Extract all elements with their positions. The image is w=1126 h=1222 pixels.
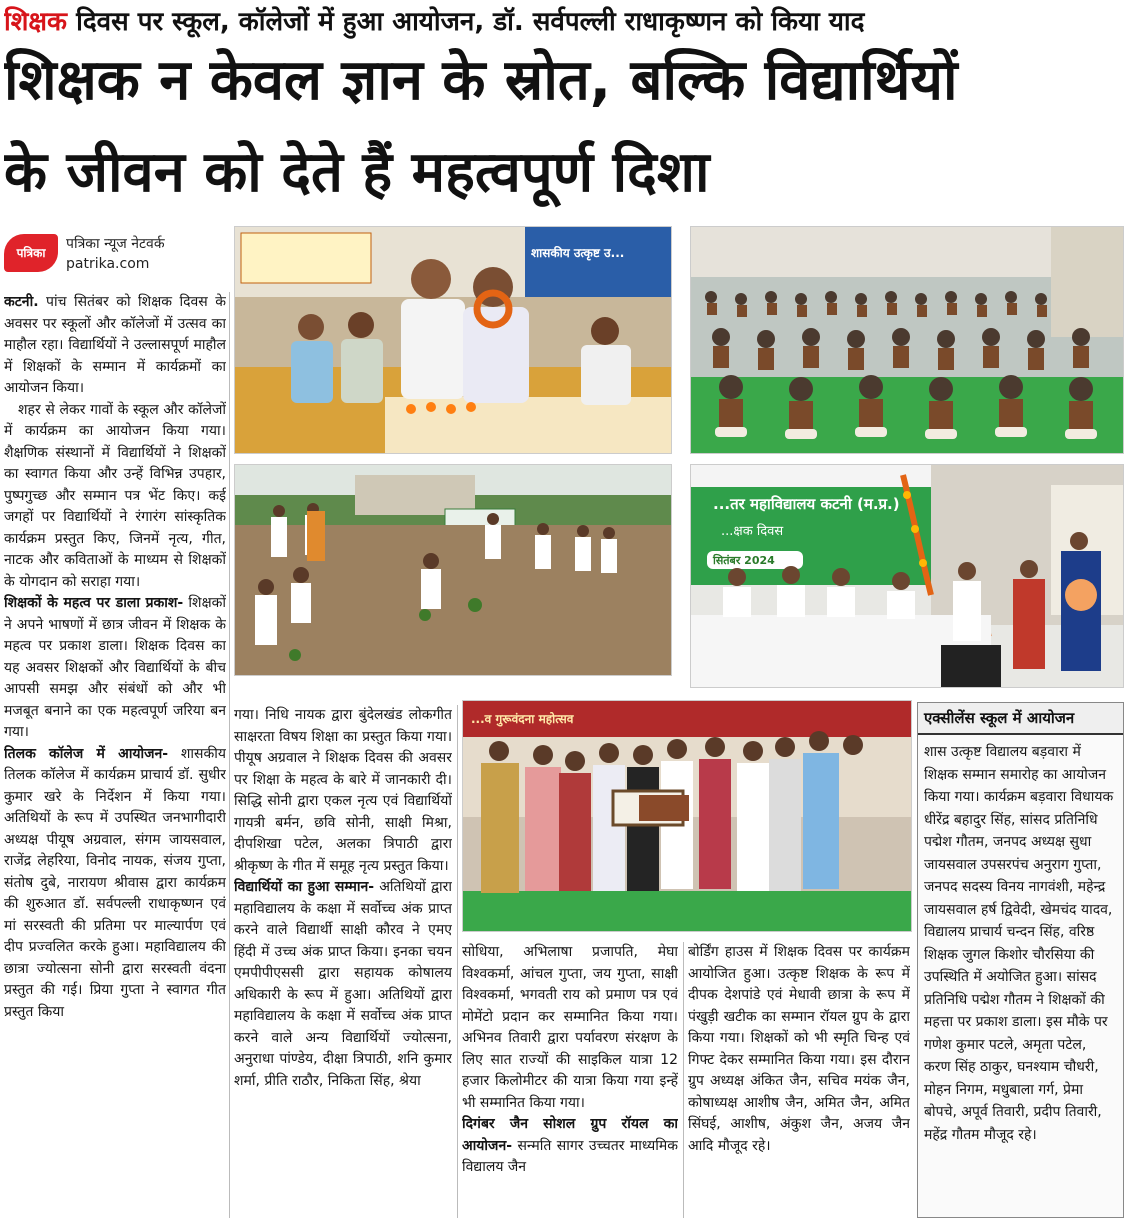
photo-felicitation-image	[235, 227, 671, 453]
col3-para-2: सन्मति सागर उच्चतर माध्यमिक विद्यालय जैन	[462, 1137, 678, 1175]
article-column-4	[688, 942, 910, 1218]
byline	[4, 228, 224, 286]
col2-para-1: गया। निधि नायक द्वारा बुंदेलखंड लोकगीत साक्षरता विषय शिक्षा का प्रस्तुत किया गया। पीयूष अग्रवाल ने शिक्षक दिवस की अवसर पर शिक्षा के महत्व के बारे में जानकारी दी। सिद्धि सोनी द्वारा एकल नृत्य एवं विद्यार्थियों गायत्री बर्मन, छवि सोनी, साक्षी मिश्रा, दीपशिखा पटेल, अलका त्रिपाठी द्वारा श्रीकृष्ण के गीत में समूह नृत्य प्रस्तुत किया।	[234, 707, 452, 874]
headline-line-1: शिक्षक न केवल ज्ञान के स्रोत, बल्कि विद्यार्थियों	[4, 48, 958, 113]
article-column-1	[4, 292, 226, 1218]
photo-students-seated-image	[691, 227, 1123, 453]
col2-para-2: अतिथियों द्वारा महाविद्यालय के कक्षा में सर्वोच्च अंक प्राप्त करने वाले विद्यार्थी साक्षी कौरव ने एमए हिंदी में उच्च अंक प्राप्त किया। इनका चयन एमपीपीएससी द्वारा सहायक कोषालय अधिकारी के रूप में हुआ। अतिथियों द्वारा महाविद्यालय के कक्षा में सर्वोच्च अंक प्राप्त करने वाले अन्य विद्यार्थियों ज्योत्सना, अनुराधा पांण्डेय, दीक्षा त्रिपाठी, शनि कुमार शर्मा, प्रीति राठौर, निकिता सिंह, श्रेया	[234, 879, 452, 1089]
kicker-line	[4, 2, 1122, 42]
col3-para-1: सोधिया, अभिलाषा प्रजापति, मेघा विश्वकर्मा, आंचल गुप्ता, जय गुप्ता, साक्षी विश्वकर्मा, भगवती राय को प्रमाण पत्र एवं मोमेंटो प्रदान कर सम्मानित किया गया। अभिनव तिवारी द्वारा पर्यावरण संरक्षण के लिए सात राज्यों की साइकिल यात्रा 12 हजार किलोमीटर की यात्रा किया गया इन्हें भी सम्मानित किया गया।	[462, 944, 678, 1111]
photo-students-seated	[690, 226, 1124, 454]
sidebar-box-excellence-school	[917, 702, 1124, 1218]
col1-para-4: शासकीय तिलक कॉलेज में कार्यक्रम प्राचार्य डॉ. सुधीर कुमार खरे के निर्देशन में किया गया। अतिथियों के रूप में उपस्थित जनभागीदारी अध्यक्ष पीयूष अग्रवाल, संगम जायसवाल, राजेंद्र लेहरिया, विनोद नायक, संजय गुप्ता, संतोष दुबे, नारायण श्रीवास द्वारा कार्यक्रम की शुरुआत डॉ. सर्वपल्ली राधाकृष्णन एवं मां सरस्वती की प्रतिमा पर माल्यार्पण एवं दीप प्रज्वलित करके हुआ। महाविद्यालय की छात्रा ज्योत्सना सोनी द्वारा सरस्वती वंदना प्रस्तुत की गई। प्रिया गुप्ता ने स्वागत गीत प्रस्तुत किया	[4, 745, 226, 1020]
photo-college-stage-image	[691, 465, 1123, 687]
col1-para-2: शहर से लेकर गावों के स्कूल और कॉलेजों में कार्यक्रम का आयोजन किया गया। शैक्षणिक संस्थानों में विद्यार्थियों ने शिक्षकों का स्वागत किया और उन्हें विभिन्न उपहार, पुष्पगुच्छ और सम्मान पत्र भेंट किए। कई जगहों पर विद्यार्थियों ने रंगारंग सांस्कृतिक कार्यक्रम प्रस्तुत किए, जिनमें नृत्य, गीत, नाटक और कविताओं के माध्यम से शिक्षकों के योगदान को सराहा गया।	[4, 401, 226, 590]
photo-college-date: सितंबर 2024	[713, 554, 775, 567]
col1-para-3: शिक्षकों ने अपने भाषणों में छात्र जीवन में शिक्षक के महत्व पर प्रकाश डाला। शिक्षक दिवस का यह अवसर शिक्षकों और विद्यार्थियों के बीच आपसी समझ और संबंधों को और भी मजबूत बनाने का एक महत्वपूर्ण जरिया बन गया।	[4, 595, 226, 740]
article-column-2	[234, 705, 452, 1218]
column-divider	[457, 705, 458, 1218]
col4-para-1: बोर्डिंग हाउस में शिक्षक दिवस पर कार्यक्रम आयोजित हुआ। उत्कृष्ट शिक्षक के रूप में दीपक देशपांडे एवं मेधावी छात्रा के रूप में पंखुड़ी खटीक का सम्मान रॉयल ग्रुप के द्वारा किया गया। शिक्षकों को भी स्मृति चिन्ह एवं गिफ्ट देकर सम्मानित किया गया। इस दौरान ग्रुप अध्यक्ष अंकित जैन, सचिव मयंक जैन, कोषाध्यक्ष आशीष जैन, अमित जैन, अमित सिंघई, आशीष, अंकुश जैन, अजय जैन आदि मौजूद रहे।	[688, 944, 910, 1154]
byline-agency: पत्रिका न्यूज नेटवर्क	[66, 236, 165, 252]
photo-jain-group	[462, 700, 912, 932]
subhead-tilak-college: तिलक कॉलेज में आयोजन-	[4, 745, 169, 762]
photo-felicitation-banner: शासकीय उत्कृष्ट उ...	[531, 246, 625, 260]
photo-college-stage	[690, 464, 1124, 688]
photo-plantation	[234, 464, 672, 676]
headline-line-2: के जीवन को देते हैं महत्वपूर्ण दिशा	[4, 140, 710, 205]
subhead-jain-social-group: दिगंबर जैन सोशल ग्रुप रॉयल का आयोजन-	[462, 1116, 678, 1154]
photo-jain-banner: ...व गुरूवंदना महोत्सव	[471, 712, 574, 726]
subhead-students-honoured: विद्यार्थियों का हुआ सम्मान-	[234, 879, 375, 895]
column-divider	[229, 292, 230, 1218]
photo-jain-group-image	[463, 701, 911, 931]
dateline: कटनी.	[4, 294, 39, 310]
col1-para-1: पांच सितंबर को शिक्षक दिवस के अवसर पर स्कूलों और कॉलेजों में उत्सव का माहौल रहा। विद्यार्थियों ने उल्लासपूर्ण माहौल में शिक्षकों के सम्मान में कार्यक्रमों का आयोजन किया।	[4, 294, 226, 396]
subhead-teachers-importance: शिक्षकों के महत्व पर डाला प्रकाश-	[4, 595, 184, 611]
sidebar-box-title: एक्सीलेंस स्कूल में आयोजन	[918, 703, 1123, 735]
kicker-highlight: शिक्षक	[4, 7, 68, 37]
photo-felicitation	[234, 226, 672, 454]
photo-college-sub: ...क्षक दिवस	[721, 524, 784, 539]
photo-plantation-image	[235, 465, 671, 675]
patrika-logo: पत्रिका	[4, 234, 58, 272]
column-divider	[683, 942, 684, 1218]
article-column-3	[462, 942, 678, 1218]
kicker-text: दिवस पर स्कूल, कॉलेजों में हुआ आयोजन, डॉ. सर्वपल्ली राधाकृष्णन को किया याद	[67, 7, 865, 37]
photo-college-banner: ...तर महाविद्यालय कटनी (म.प्र.)	[713, 495, 900, 513]
byline-site: patrika.com	[66, 256, 150, 272]
sidebar-box-body: शास उत्कृष्ट विद्यालय बड़वारा में शिक्षक सम्मान समारोह का आयोजन किया गया। कार्यक्रम बड़वारा विधायक धीरेंद्र बहादुर सिंह, सांसद प्रतिनिधि पद्मेश गौतम, जनपद अध्यक्ष सुधा जायसवाल उपसरपंच अनुराग गुप्ता, जनपद सदस्य विनय नागवंशी, महेन्द्र जायसवाल हर्ष द्विवेदी, खेमचंद यादव, विद्यालय प्राचार्य चन्दन सिंह, वरिष्ठ शिक्षक जुगल किशोर चौरसिया की उपस्थिति में अयोजित हुआ। सांसद प्रतिनिधि पद्मेश गौतम ने शिक्षकों की महत्ता पर प्रकाश डाला। इस मौके पर गणेश कुमार पटले, अमृता पटेल, करण सिंह ठाकुर, घनश्याम चौधरी, मोहन निगम, मधुबाला गर्ग, प्रेमा बोपचे, अपूर्व तिवारी, प्रदीप तिवारी, महेंद्र गौतम मौजूद रहे।	[924, 744, 1114, 1143]
